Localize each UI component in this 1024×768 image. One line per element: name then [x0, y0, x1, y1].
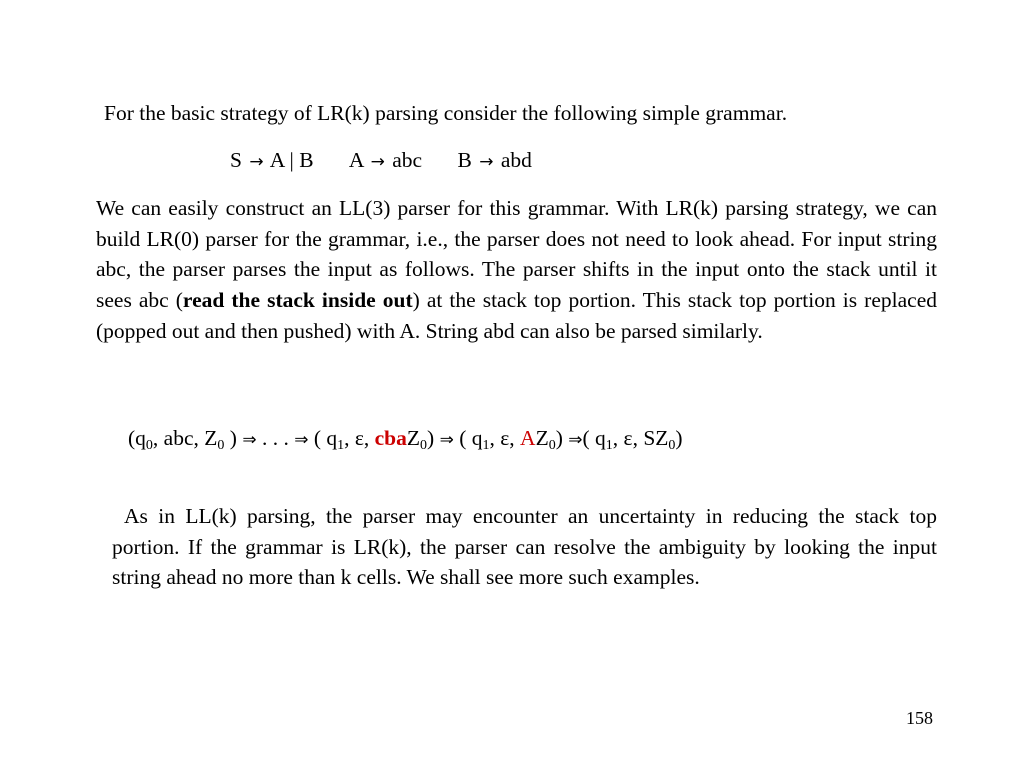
right-arrow-icon: → — [370, 152, 385, 172]
trace-text: ) — [675, 426, 683, 450]
comma: , — [509, 426, 521, 450]
trace-text: ( q — [459, 426, 483, 450]
subscript: 0 — [145, 438, 153, 453]
subscript: 0 — [548, 438, 556, 453]
epsilon-symbol: ε — [500, 426, 510, 450]
trace-text: SZ — [643, 426, 669, 450]
config-shifted — [313, 426, 435, 453]
grammar-rule-s — [230, 148, 314, 173]
trace-text: ( q — [313, 426, 338, 450]
trace-text: ) — [224, 426, 237, 450]
explanation-paragraph — [96, 193, 937, 347]
implies-arrow-icon: ⇒ — [439, 430, 454, 450]
rule-lhs: B — [457, 148, 472, 172]
comma: , — [489, 426, 501, 450]
config-reduced — [459, 426, 563, 453]
subscript: 0 — [420, 438, 428, 453]
config-initial — [128, 426, 237, 453]
subscript: 0 — [217, 438, 225, 453]
lrk-paragraph: As in LL(k) parsing, the parser may encounter an uncertainty in reducing the stack top portion. If the grammar is LR(k), the parser can resolve the ambiguity by looking the input string ahead no more than k cells. We shall see more such examples. — [112, 504, 937, 590]
implies-arrow-icon: ⇒ — [294, 430, 309, 450]
grammar-rule-b — [457, 148, 531, 173]
trace-text: , abc, Z — [152, 426, 218, 450]
implies-arrow-icon: ⇒ — [242, 430, 257, 450]
comma: , — [612, 426, 624, 450]
emphasis-text: read the stack inside out — [182, 288, 413, 313]
right-arrow-icon: → — [479, 152, 494, 172]
stack-top-highlight: A — [520, 426, 536, 450]
grammar-rules — [230, 148, 532, 173]
paragraph-text: We can easily construct an LL(3) parser for this grammar. With LR(k) parsing strategy, we can build LR(0) parser for the grammar, i.e., the parser does not need to look ahead. For input string abc, the parser parses the input as follows. The parser shifts in the input onto the stack until it sees abc ( — [96, 196, 937, 313]
subscript: 1 — [337, 438, 345, 453]
grammar-rule-a — [349, 148, 422, 173]
subscript: 1 — [605, 438, 613, 453]
page-number: 158 — [906, 708, 933, 728]
trace-text: ) — [427, 426, 435, 450]
rule-rhs: abd — [500, 148, 532, 172]
stack-top-highlight: cba — [374, 426, 407, 450]
trace-text: ) — [555, 426, 563, 450]
epsilon-symbol: ε — [623, 426, 633, 450]
trace-text: Z — [535, 426, 549, 450]
paragraph-text: ) at the stack top portion. This stack top portion is replaced (popped out and then pushed) with A. String abd can also be parsed similarly. — [96, 288, 937, 343]
comma: , — [632, 426, 644, 450]
trace-text: (q — [128, 426, 146, 450]
rule-lhs: A — [348, 148, 364, 172]
subscript: 1 — [482, 438, 490, 453]
ellipsis: . . . — [256, 426, 295, 450]
subscript: 0 — [668, 438, 676, 453]
parse-trace — [128, 426, 683, 451]
rule-lhs: S — [230, 148, 242, 172]
comma: , — [363, 426, 375, 450]
right-arrow-icon: → — [249, 152, 264, 172]
rule-rhs: abc — [392, 148, 423, 172]
config-final — [582, 426, 683, 453]
trace-text: ( q — [582, 426, 606, 450]
implies-arrow-icon: ⇒ — [568, 430, 583, 450]
intro-sentence: For the basic strategy of LR(k) parsing consider the following simple grammar. — [104, 101, 788, 125]
comma: , — [344, 426, 355, 450]
rule-rhs: A | B — [269, 148, 314, 172]
trace-text: Z — [406, 426, 421, 450]
epsilon-symbol: ε — [354, 426, 364, 450]
